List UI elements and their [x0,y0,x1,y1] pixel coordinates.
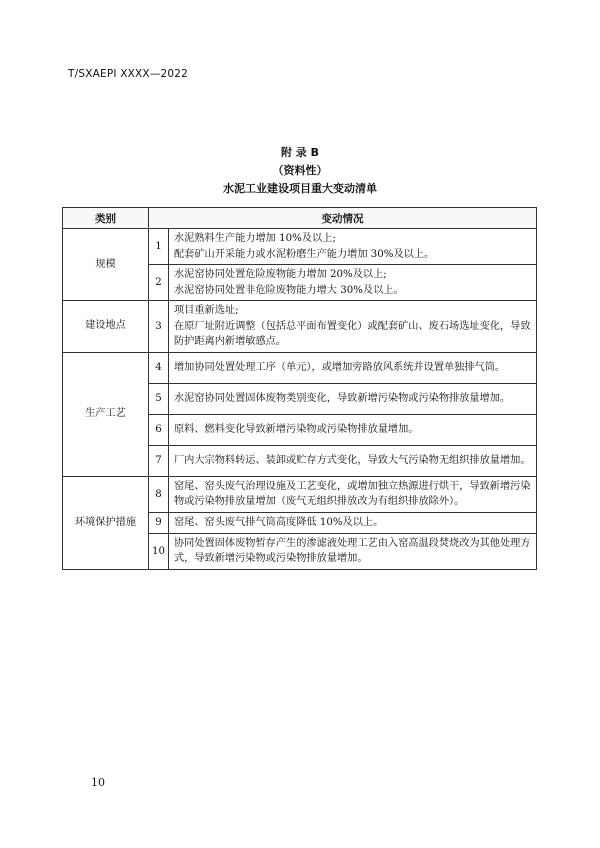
header-category: 类别 [63,208,149,229]
item-number: 10 [149,533,169,569]
description-line: 水泥窑协同处置危险废物能力增加 20%及以上; [174,269,387,280]
page-number: 10 [91,776,105,789]
description-line: 配套矿山开采能力或水泥粉磨生产能力增加 30%及以上。 [174,248,435,260]
change-description [169,383,537,414]
category-cell: 建设地点 [63,301,149,353]
change-description [169,414,537,445]
description-line: 窑尾、窑头废气治理设施及工艺变化，或增加独立热源进行烘干，导致新增污染物或污染物排放量增加（废气无组织排放改为有组织排放除外）。 [174,480,531,507]
category-cell: 生产工艺 [63,352,149,476]
change-description [169,512,537,533]
table-row [63,229,537,265]
item-number: 2 [149,265,169,301]
description-line: 水泥熟料生产能力增加 10%及以上; [174,233,336,244]
item-number: 4 [149,352,169,383]
change-description [169,229,537,265]
description-line: 在原厂址附近调整（包括总平面布置变化）或配套矿山、废石场选址变化，导致防护距离内新增敏感点。 [174,320,531,347]
header-change: 变动情况 [149,208,537,229]
change-description [169,533,537,569]
table-header-row [63,208,537,229]
change-description [169,445,537,476]
change-description [169,476,537,512]
change-description [169,265,537,301]
change-description [169,301,537,353]
item-number: 6 [149,414,169,445]
major-change-table [62,207,537,570]
item-number: 9 [149,512,169,533]
item-number: 1 [149,229,169,265]
table-row [63,352,537,383]
appendix-title: 水泥工业建设项目重大变动清单 [223,182,377,195]
description-line: 协同处置固体废物暂存产生的渗滤液处理工艺由入窑高温段焚烧改为其他处理方式，导致新增污染物或污染物排放量增加。 [174,537,531,564]
category-cell: 环境保护措施 [63,476,149,569]
change-description [169,352,537,383]
description-line: 水泥窑协同处置非危险废物能力增大 30%及以上。 [174,284,404,296]
table-row [63,476,537,512]
table-row [63,301,537,353]
standard-code-header: T/SXAEPI XXXX—2022 [68,68,188,80]
description-line: 厂内大宗物料转运、装卸或贮存方式变化，导致大气污染物无组织排放量增加。 [174,454,531,466]
table-body [63,229,537,570]
item-number: 5 [149,383,169,414]
description-line: 水泥窑协同处置固体废物类别变化，导致新增污染物或污染物排放量增加。 [174,392,511,404]
appendix-label: 附 录 B [280,146,320,159]
description-line: 项目重新选址; [174,305,239,316]
category-cell: 规模 [63,229,149,301]
description-line: 增加协同处置处理工序（单元），或增加旁路放风系统并设置单独排气筒。 [174,361,506,373]
description-line: 窑尾、窑头废气排气筒高度降低 10%及以上。 [174,516,384,528]
description-line: 原料、燃料变化导致新增污染物或污染物排放量增加。 [174,423,419,435]
item-number: 3 [149,301,169,353]
item-number: 8 [149,476,169,512]
item-number: 7 [149,445,169,476]
appendix-nature: （资料性） [272,164,328,177]
